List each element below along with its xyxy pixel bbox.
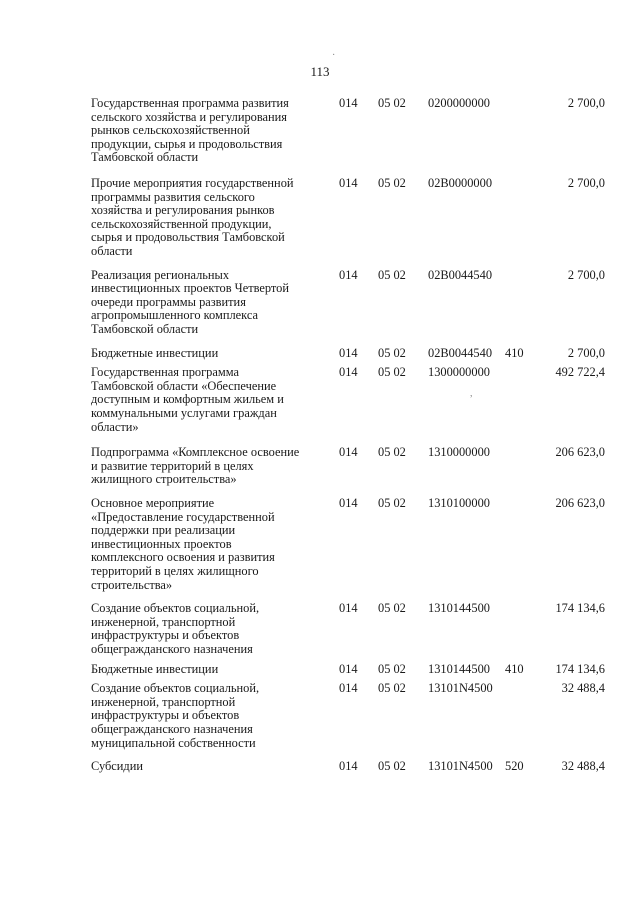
budget-table [0,97,640,774]
admin-code: 014 [339,345,358,360]
section-code: 05 02 [378,365,406,380]
expense-type: 410 [505,661,524,676]
target-code: 02В0044540 [428,345,493,360]
amount: 174 134,6 [555,661,605,676]
amount: 206 623,0 [555,495,605,510]
row-name: Бюджетные инвестиции [91,661,219,676]
row-name: Государственная программа развития сельского хозяйства и регулирования рынков сельскохозяйственной продукции, сырья и продовольствия Тамбовской области [91,96,289,165]
row-name: Основное мероприятие «Предоставление государственной поддержки при реализации инвестиционных проектов комплексного освоения и развития территорий в целях жилищного строительства» [91,495,275,592]
row-name: Создание объектов социальной, инженерной, транспортной инфраструктуры и объектов общегражданского назначения [91,601,260,656]
target-code: 0200000000 [428,96,490,110]
admin-code: 014 [339,495,358,510]
table-row [0,663,640,677]
admin-code: 014 [339,661,358,676]
table-row [0,602,640,656]
page-number: 113 [310,64,330,79]
target-code: 1310144500 [428,601,490,616]
target-code: 13101N4500 [428,681,493,696]
scan-dot: · [332,50,336,61]
section-code: 05 02 [378,176,406,190]
target-code: 1300000000 [428,365,490,380]
row-name: Прочие мероприятия государственной программы развития сельского хозяйства и регулирования рынков сельскохозяйственной продукции, сырья и продовольствия Тамбовской области [91,176,294,258]
table-row [0,760,640,774]
amount: 174 134,6 [555,601,605,616]
expense-type: 410 [505,345,524,360]
section-code: 05 02 [378,661,406,676]
admin-code: 014 [339,176,358,190]
target-code: 1310000000 [428,445,490,460]
section-code: 05 02 [378,445,406,460]
amount: 206 623,0 [555,445,605,460]
expense-type: 520 [505,759,524,774]
section-code: 05 02 [378,267,406,282]
section-code: 05 02 [378,601,406,616]
amount: 32 488,4 [561,681,605,696]
admin-code: 014 [339,365,358,380]
target-code: 02В0044540 [428,267,493,282]
row-name: Государственная программа Тамбовской области «Обеспечение доступным и комфортным жильем и коммунальными услугами граждан области» [91,365,284,434]
admin-code: 014 [339,267,358,282]
target-code: 1310144500 [428,661,490,676]
amount: 2 700,0 [567,176,605,190]
amount: 2 700,0 [567,345,605,360]
table-row [0,366,640,434]
admin-code: 014 [339,96,358,110]
row-name: Реализация региональных инвестиционных проектов Четвертой очереди программы развития агропромышленного комплекса Тамбовской области [91,267,290,336]
row-name: Создание объектов социальной, инженерной, транспортной инфраструктуры и объектов общегражданского назначения муниципальной собственности [91,681,260,750]
admin-code: 014 [339,681,358,696]
section-code: 05 02 [378,96,406,110]
target-code: 13101N4500 [428,759,493,774]
row-name: Подпрограмма «Комплексное освоение и развитие территорий в целях жилищного строительства» [91,445,300,487]
scan-dot: , [470,388,473,399]
table-row [0,97,640,165]
admin-code: 014 [339,759,358,774]
row-name: Субсидии [91,759,143,774]
target-code: 02В0000000 [428,176,493,190]
table-row [0,269,640,337]
admin-code: 014 [339,601,358,616]
admin-code: 014 [339,445,358,460]
table-row [0,347,640,361]
section-code: 05 02 [378,681,406,696]
amount: 2 700,0 [567,96,605,110]
amount: 32 488,4 [561,759,605,774]
section-code: 05 02 [378,759,406,774]
table-row [0,682,640,750]
section-code: 05 02 [378,495,406,510]
table-row [0,446,640,487]
section-code: 05 02 [378,345,406,360]
table-row [0,497,640,592]
amount: 492 722,4 [555,365,605,380]
target-code: 1310100000 [428,495,490,510]
table-row [0,177,640,259]
amount: 2 700,0 [567,267,605,282]
row-name: Бюджетные инвестиции [91,345,219,360]
